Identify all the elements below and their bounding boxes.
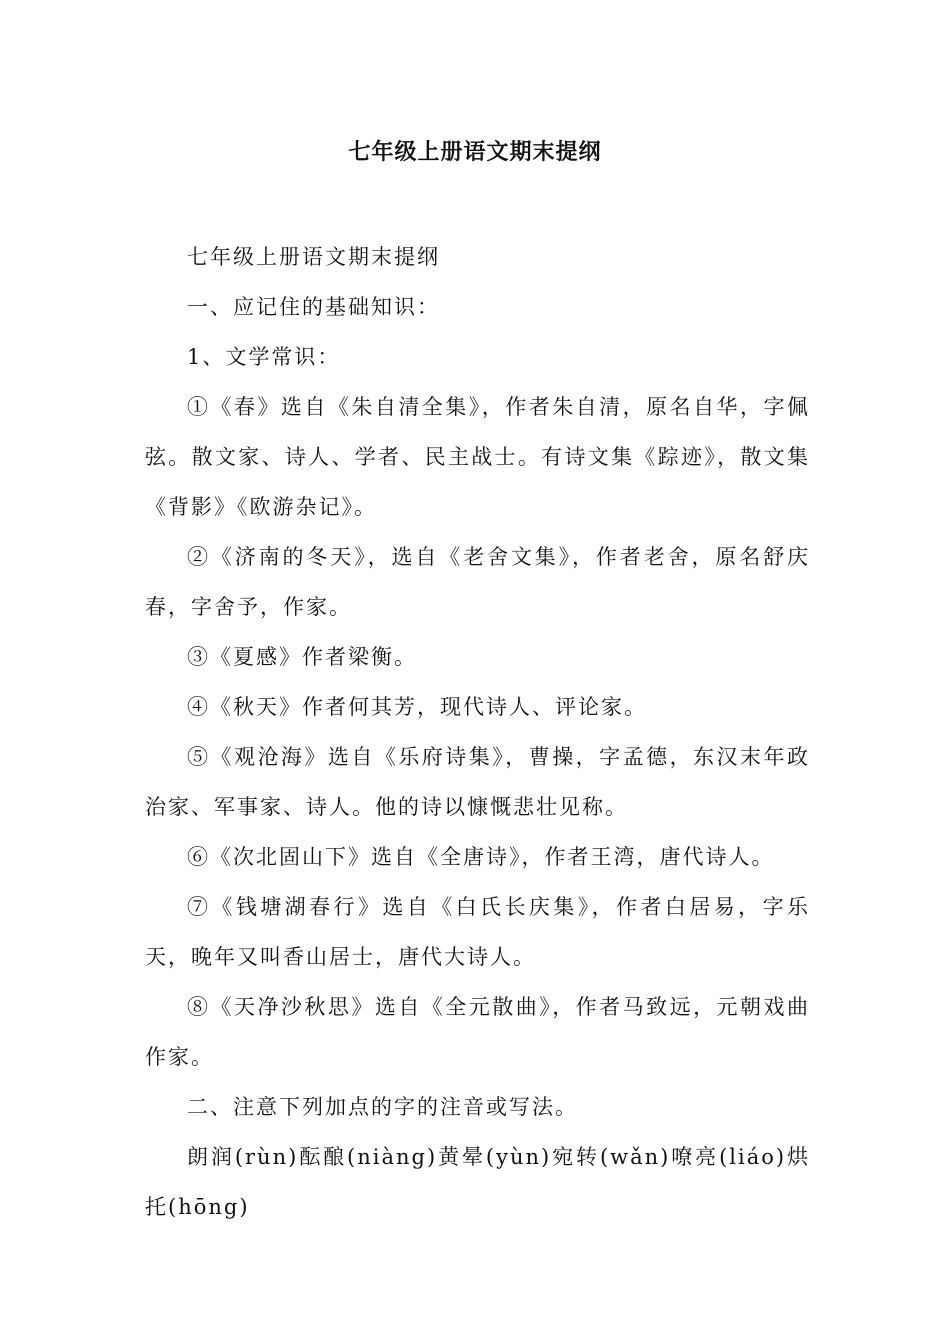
document-title: 七年级上册语文期末提纲 [348, 140, 602, 165]
paragraph-item-6: ⑥《次北固山下》选自《全唐诗》，作者王湾，唐代诗人。 [187, 845, 775, 869]
paragraph-pronunciation-list: 朗润(rùn)酝酿(niàng)黄晕(yùn)宛转(wǎn)嘹亮(liáo)烘托(hōng) [145, 1145, 810, 1219]
paragraph-item-2: ②《济南的冬天》，选自《老舍文集》，作者老舍，原名舒庆春，字舍予，作家。 [145, 545, 810, 619]
section-heading-pronunciation: 二、注意下列加点的字的注音或写法。 [187, 1095, 578, 1119]
section-heading-basics: 一、应记住的基础知识： [187, 295, 440, 319]
paragraph-item-5: ⑤《观沧海》选自《乐府诗集》，曹操，字孟德，东汉末年政治家、军事家、诗人。他的诗以慷慨悲壮见称。 [145, 745, 810, 819]
paragraph-item-4: ④《秋天》作者何其芳，现代诗人、评论家。 [187, 695, 647, 719]
paragraph-item-7: ⑦《钱塘湖春行》选自《白氏长庆集》，作者白居易，字乐天，晚年又叫香山居士，唐代大诗人。 [145, 895, 810, 969]
paragraph-item-3: ③《夏感》作者梁衡。 [187, 645, 417, 669]
paragraph-item-8: ⑧《天净沙秋思》选自《全元散曲》，作者马致远，元朝戏曲作家。 [145, 995, 810, 1069]
subsection-heading-literature: 1、文学常识： [187, 345, 341, 369]
paragraph-heading: 七年级上册语文期末提纲 [187, 245, 440, 269]
document-body [145, 232, 810, 1232]
paragraph-item-1: ①《春》选自《朱自清全集》，作者朱自清，原名自华，字佩弦。散文家、诗人、学者、民主战士。有诗文集《踪迹》，散文集《背影》《欧游杂记》。 [145, 395, 810, 519]
